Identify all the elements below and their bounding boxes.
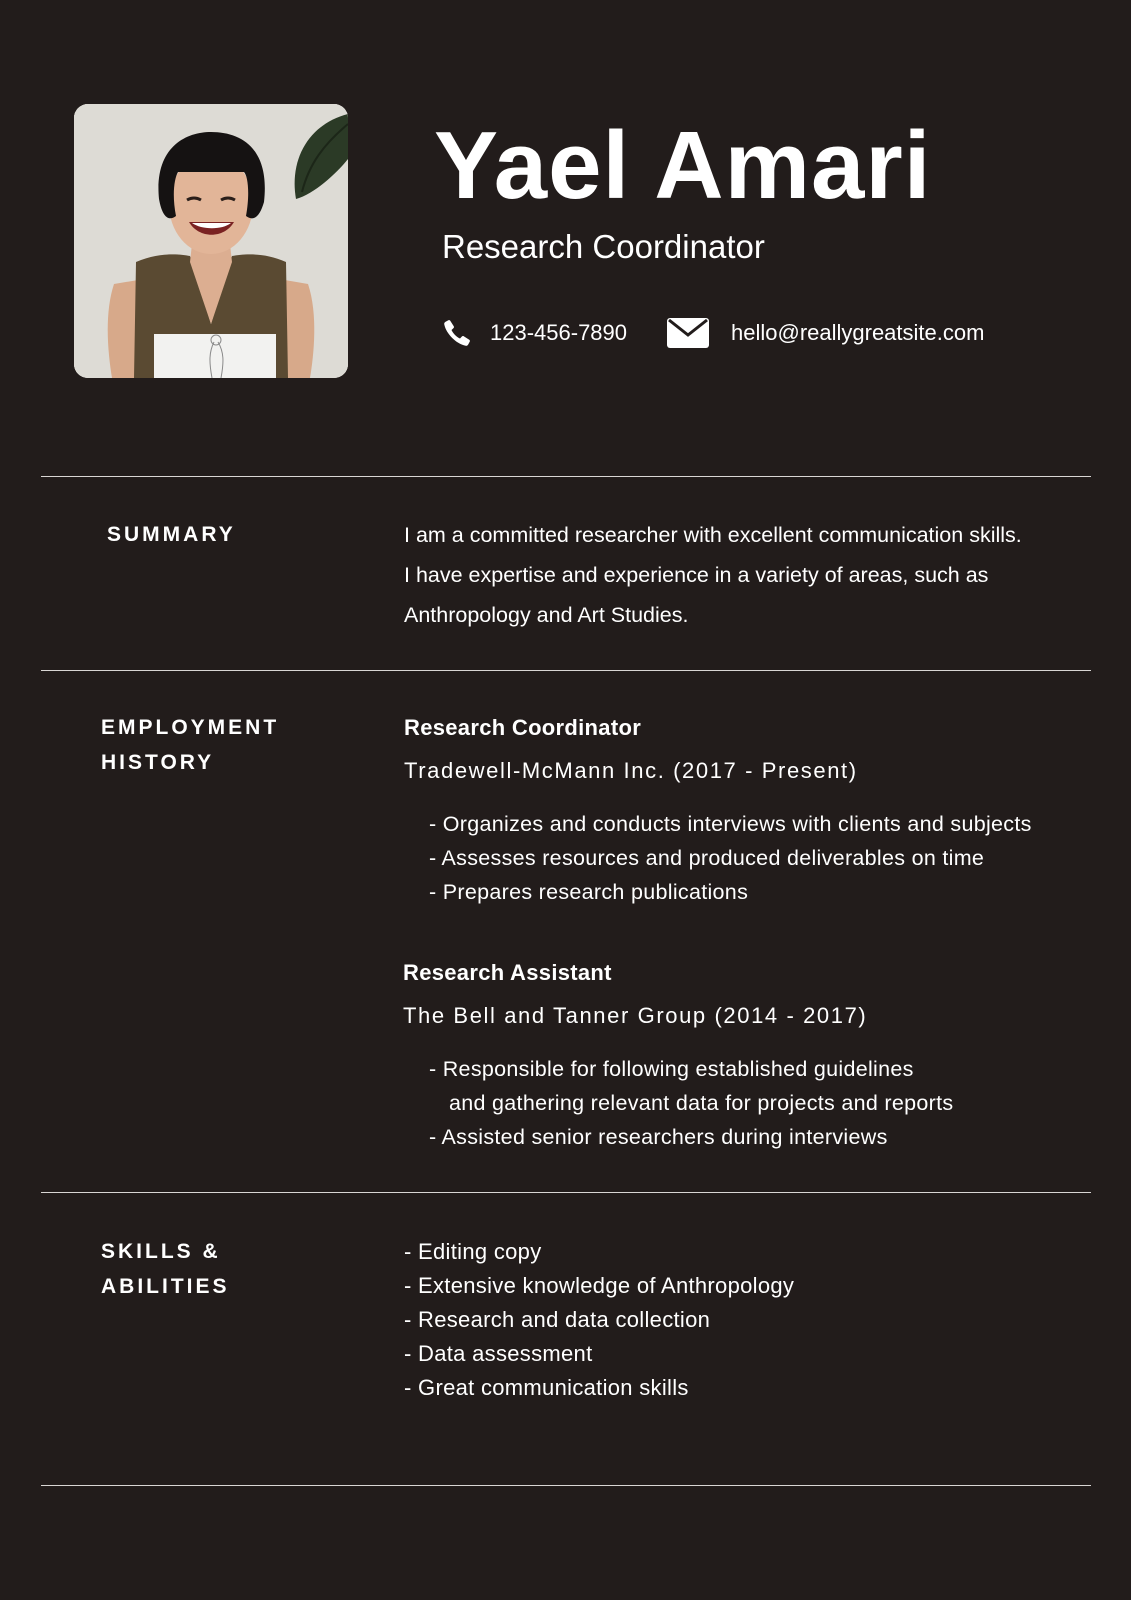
job-duty: - Prepares research publications [429, 880, 749, 904]
skills-heading-line: ABILITIES [101, 1275, 230, 1298]
skills-heading-line: SKILLS & [101, 1240, 221, 1263]
job-title: Research Assistant [403, 960, 612, 985]
summary-heading: SUMMARY [107, 523, 236, 546]
job-duty: - Assesses resources and produced deliverables on time [429, 846, 985, 870]
skill-item: - Editing copy [404, 1239, 542, 1264]
summary-line: I have expertise and experience in a variety of areas, such as [404, 563, 989, 587]
candidate-name: Yael Amari [434, 112, 932, 219]
job-company: The Bell and Tanner Group (2014 - 2017) [403, 1003, 868, 1028]
divider [41, 670, 1091, 671]
candidate-role: Research Coordinator [442, 228, 765, 265]
employment-heading [101, 710, 279, 780]
job-duty: - Responsible for following established guidelines [429, 1057, 914, 1081]
employment-heading-line: EMPLOYMENT [101, 716, 280, 739]
divider [41, 1485, 1091, 1486]
skill-item: - Data assessment [404, 1341, 593, 1366]
phone-number: 123-456-7890 [490, 320, 628, 345]
summary-line: Anthropology and Art Studies. [404, 603, 689, 627]
phone-icon [442, 318, 472, 348]
job-duties [429, 1052, 953, 1154]
divider [41, 476, 1091, 477]
skill-item: - Extensive knowledge of Anthropology [404, 1273, 795, 1298]
job-title: Research Coordinator [404, 715, 642, 740]
employment-heading-line: HISTORY [101, 751, 215, 774]
job-duty: and gathering relevant data for projects and reports [449, 1091, 954, 1115]
summary-text [404, 515, 1022, 635]
phone-contact[interactable] [442, 318, 627, 348]
job-company: Tradewell-McMann Inc. (2017 - Present) [404, 758, 858, 783]
envelope-icon [667, 318, 709, 348]
job-duty: - Organizes and conducts interviews with clients and subjects [429, 812, 1032, 836]
skill-item: - Great communication skills [404, 1375, 689, 1400]
portrait-illustration [74, 104, 348, 378]
job-duties [429, 807, 1032, 909]
skill-item: - Research and data collection [404, 1307, 711, 1332]
skills-list [404, 1235, 794, 1405]
summary-line: I am a committed researcher with excellent communication skills. [404, 523, 1022, 547]
job-duty: - Assisted senior researchers during interviews [429, 1125, 888, 1149]
skills-heading [101, 1234, 230, 1304]
email-contact[interactable] [667, 318, 984, 348]
divider [41, 1192, 1091, 1193]
email-address: hello@reallygreatsite.com [731, 320, 985, 345]
profile-photo [74, 104, 348, 378]
